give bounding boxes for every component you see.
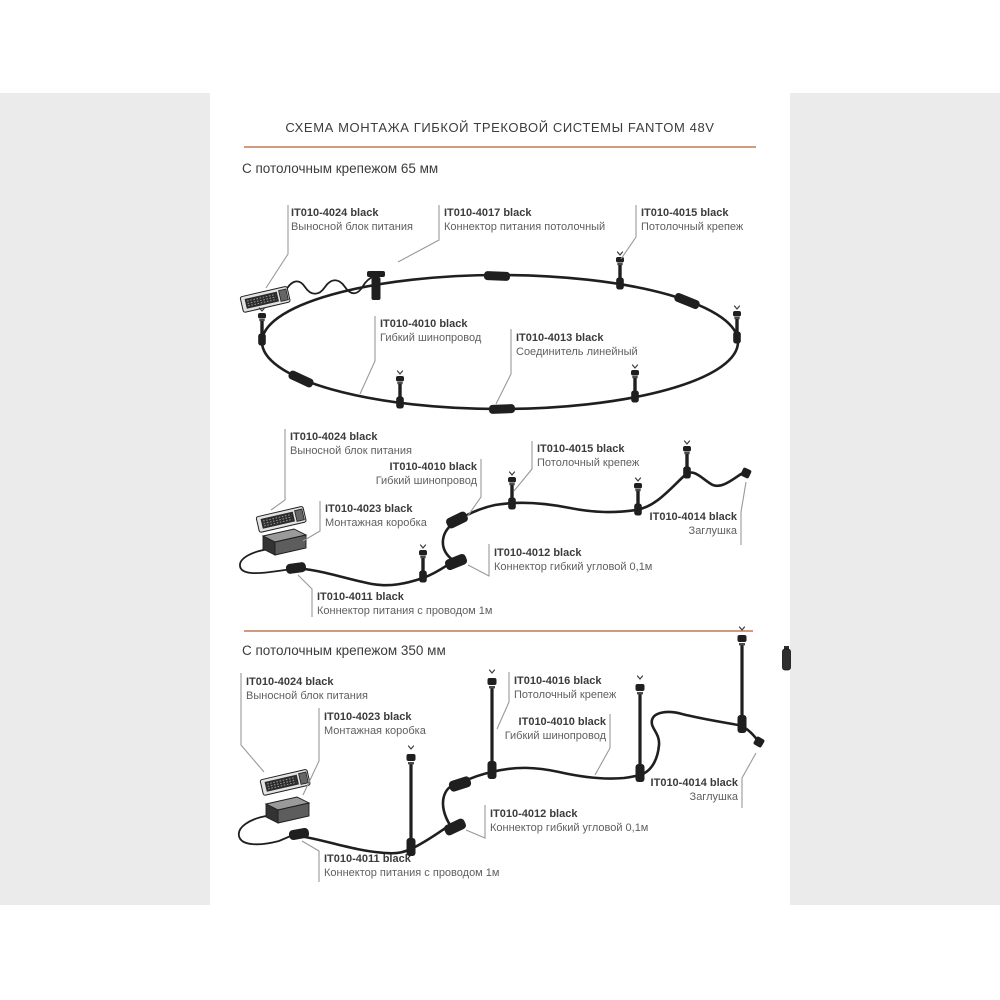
corner-connector (445, 510, 470, 530)
ceiling-mount-65 (631, 365, 639, 403)
part-label-4010: IT010-4010 black Гибкий шинопровод (375, 461, 477, 487)
part-label-4014: IT010-4014 black Заглушка (649, 511, 737, 537)
remote-power-supply (260, 769, 310, 795)
part-label-4023: IT010-4023 black Монтажная коробка (324, 711, 426, 737)
feed-connector (285, 562, 306, 575)
diagram-ring-65mm (240, 205, 744, 414)
ceiling-mount-65 (396, 371, 404, 409)
linear-connector (287, 369, 314, 388)
part-label-4016: IT010-4016 black Потолочный крепеж (514, 675, 617, 701)
linear-connector (489, 404, 515, 414)
remote-power-supply (240, 286, 290, 312)
part-label-4024: IT010-4024 black Выносной блок питания (246, 676, 368, 702)
mounting-box (263, 529, 306, 555)
ceiling-mount-65 (683, 441, 691, 479)
part-label-4015: IT010-4015 black Потолочный крепеж (641, 207, 744, 233)
ceiling-mount-65 (634, 478, 642, 516)
margin-component (783, 646, 791, 670)
part-label-4010: IT010-4010 black Гибкий шинопровод (504, 716, 606, 742)
part-label-4023: IT010-4023 black Монтажная коробка (325, 503, 427, 529)
part-label-4013: IT010-4013 black Соединитель линейный (516, 332, 638, 358)
part-label-4024: IT010-4024 black Выносной блок питания (291, 207, 413, 233)
linear-connector (673, 292, 700, 310)
ceiling-mount-65 (419, 545, 427, 583)
part-label-4024: IT010-4024 black Выносной блок питания (290, 431, 412, 457)
part-label-4010: IT010-4010 black Гибкий шинопровод (380, 318, 482, 344)
ceiling-mount-65 (733, 306, 741, 344)
diagram-run-350mm (239, 627, 765, 882)
part-label-4017: IT010-4017 black Коннектор питания потолочный (444, 207, 606, 233)
part-label-4011: IT010-4011 black Коннектор питания с проводом 1м (324, 853, 500, 879)
part-label-4015: IT010-4015 black Потолочный крепеж (537, 443, 640, 469)
flexible-track-ring (262, 275, 738, 409)
section-title-350mm: С потолочным крепежом 350 мм (242, 643, 446, 658)
ceiling-rod-350 (488, 670, 497, 779)
part-label-4012: IT010-4012 black Коннектор гибкий угловой 0,1м (490, 808, 649, 834)
part-label-4011: IT010-4011 black Коннектор питания с проводом 1м (317, 591, 493, 617)
part-label-4014: IT010-4014 black Заглушка (650, 777, 738, 803)
ceiling-rod-350 (636, 676, 645, 782)
ceiling-rod-350 (407, 746, 416, 856)
ceiling-mount-65 (616, 252, 624, 290)
corner-connector (448, 775, 472, 792)
section-title-65mm: С потолочным крепежом 65 мм (242, 161, 439, 176)
page-title: СХЕМА МОНТАЖА ГИБКОЙ ТРЕКОВОЙ СИСТЕМЫ FANTOM 48V (285, 120, 715, 135)
mounting-box (266, 797, 309, 823)
ceiling-mount-65 (258, 308, 266, 346)
end-cap (740, 467, 752, 479)
feed-connector (288, 827, 309, 840)
ceiling-rod-350 (738, 627, 747, 733)
power-cord (285, 277, 372, 294)
remote-power-supply (256, 506, 306, 532)
linear-connector (484, 271, 510, 281)
part-label-4012: IT010-4012 black Коннектор гибкий угловой 0,1м (494, 547, 653, 573)
